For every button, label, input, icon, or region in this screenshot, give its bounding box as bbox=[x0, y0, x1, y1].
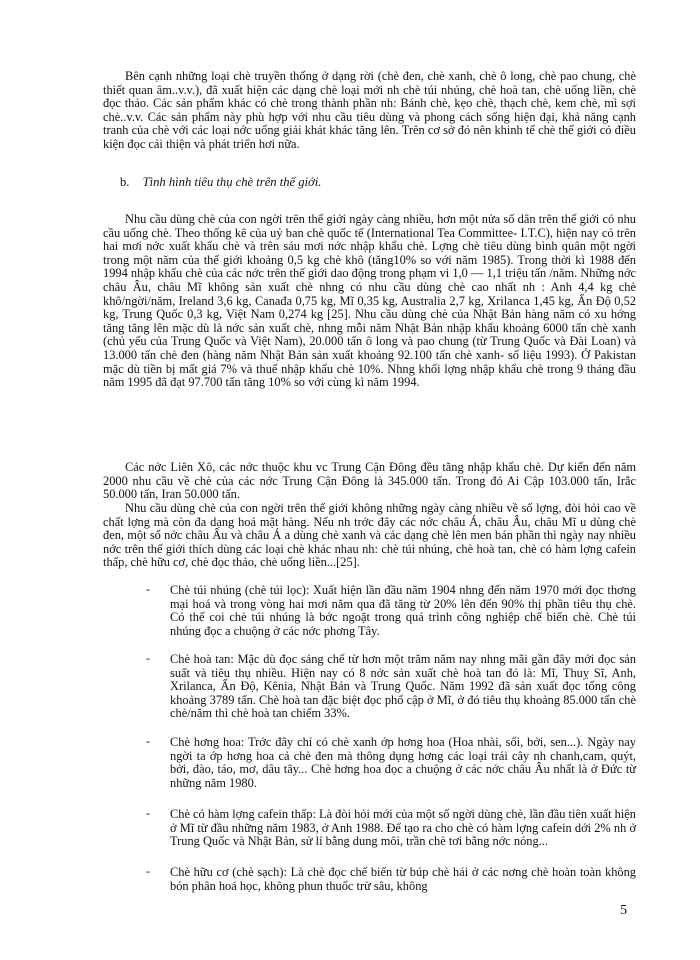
consumption-paragraph: Nhu cầu dùng chè của con ngời trên thế giới ngày càng nhiều, hơn một nửa số dân trên thế giới có nhu cầu uống chè. Theo thống kê của uỷ ban chè quốc tế (International Tea Committee- I.T.C), hiện nay có trên hai mơi nớc xuất khẩu chè và trên sáu mơi nớc nhập khẩu chè. Lợng chè tiêu dùng bình quân một ngời trong một năm của thế giới khoảng 0,5 kg chè khô (tăng10% so với năm 1985). Trong thời kì 1988 đến 1994 nhập khẩu chè của các nớc trên thế giới dao động trong phạm vi 1,0 — 1,1 triệu tấn /năm. Những nớc châu Âu, châu Mĩ không sản xuất chè nhng có nhu cầu dùng chè cao nhất nh : Anh 4,4 kg chè khô/ngời/năm, Ireland 3,6 kg, Canađa 0,75 kg, Mĩ 0,35 kg, Australia 2,7 kg, Xrilanca 1,45 kg, Ấn Độ 0,52 kg, Trung Quốc 0,3 kg, Việt Nam 0,274 kg [25]. Nhu cầu dùng chè của Nhật Bản hàng năm có xu hớng tăng tăng lên mặc dù là nớc sản xuất chè, nhng mỗi năm Nhật Bản nhập khẩu khoảng 6000 tấn chè xanh (chủ yếu của Trung Quốc và Việt Nam), 20.000 tấn ô long và pao chung (từ Trung Quốc và Đài Loan) và 13.000 tấn chè đen (hàng năm Nhật Bản sản xuất khoảng 92.100 tấn chè xanh- số liệu 1993). Ở Pakistan mặc dù tiền bị mất giá 7% và thuế nhập khẩu chè 10%. Nhng khối lợng nhập khẩu chè trong 9 tháng đầu năm 1995 đã đạt 97.700 tấn tăng 10% so với cùng kì năm 1994. bbox=[103, 212, 636, 390]
middle-east-paragraph: Các nớc Liên Xô, các nớc thuộc khu vc Trung Cận Đông đều tăng nhập khẩu chè. Dự kiến đến năm 2000 nhu cầu về chè của các nớc Trung Cận Đông là 345.000 tấn. Trong đó Ai Cập 103.000 tấn, Irắc 50.000 tấn, Iran 50.000 tấn. bbox=[103, 460, 636, 502]
bullet-dash: - bbox=[146, 734, 150, 748]
section-heading-title: Tình hình tiêu thụ chè trên thế giới. bbox=[142, 175, 322, 189]
diversity-paragraph: Nhu cầu dùng chè của con ngời trên thế giới không những ngày càng nhiều về số lợng, đòi hỏi cao về chất lợng mà còn đa dạng hoá mặt hàng. Nếu nh trớc đây các nớc châu Á, châu Âu, châu Mĩ u dùng chè đen, một số nớc châu Âu và châu Á a dùng chè xanh và các dạng chè lên men bán phần thì ngày nay nhiều nớc trên thế giới thích dùng các loại chè khác nhau nh: chè túi nhúng, chè hoà tan, chè có hàm lợng cafein thấp, chè hữu cơ, chè đọc thảo, chè uống liền...[25]. bbox=[103, 501, 636, 570]
bullet-dash: - bbox=[146, 864, 150, 878]
bullet-dash: - bbox=[146, 806, 150, 820]
bullet-text: Chè túi nhúng (chè túi lọc): Xuất hiện lần đầu năm 1904 nhng đến năm 1970 mới đọc thơng mại hoá và trong vòng hai mơi năm qua đã tăng từ 20% lên đến 90% thị phần tiêu thụ chè. Có thể coi chè túi nhúng là bớc ngoặt trong quá trình công nghiệp chế biến chè. Chè túi nhúng đọc a chuộng ở các nớc phơng Tây. bbox=[170, 583, 636, 638]
bullet-dash: - bbox=[146, 651, 150, 665]
section-heading bbox=[120, 176, 620, 190]
intro-paragraph: Bên cạnh những loại chè truyền thống ở dạng rời (chè đen, chè xanh, chè ô long, chè pao chung, chè thiết quan âm..v.v.), đã xuất hiện các dạng chè loại mới nh chè túi nhúng, chè hoà tan, chè uống liền, chè đọc thảo. Các sản phẩm khác có chè trong thành phần nh: Bánh chè, kẹo chè, thạch chè, kem chè, mì sợi chè..v.v. Các sản phẩm này phù hợp với nhu cầu tiêu dùng và phong cách sống hiện đại, khả năng cạnh tranh của chè với các loại nớc uống giải khát khác tăng lên. Trên cơ sở đó nên khinh tế chè thế giới có điều kiện đọc cải thiện và phát triển hơi nữa. bbox=[103, 69, 636, 151]
bullet-dash: - bbox=[146, 582, 150, 596]
bullet-text: Chè hữu cơ (chè sạch): Là chè đọc chế biến từ búp chè hái ở các nơng chè hoàn toàn không bón phân hoá học, không phun thuốc trừ sâu, không bbox=[170, 865, 636, 893]
bullet-text: Chè có hàm lợng cafein thấp: Là đòi hỏi mới của một số ngời dùng chè, lần đầu tiên xuất hiện ở Mĩ từ đầu những năm 1983, ở Anh 1988. Để tạo ra cho chè có hàm lợng cafein dới 2% nh ở Trung Quốc và Nhật Bản, sử lí bằng dung môi, trần chè tơi bằng nớc nóng... bbox=[170, 807, 636, 849]
bullet-text: Chè hoà tan: Mặc dù đọc sáng chế từ hơn một trăm năm nay nhng mãi gần đây mới đọc sản suất và tiêu thụ nhiều. Hiện nay có 8 nớc sản xuất chè hoà tan đó là: Mĩ, Thuỵ Sĩ, Anh, Xrilanca, Ấn Độ, Kênia, Nhật Bản và Trung Quốc. Năm 1992 đã sản xuất đọc tổng công khoảng 3789 tấn. Chè hoà tan đặc biệt đọc phổ cập ở Mĩ, ở đó tiêu thụ khoảng 85.000 tấn chè chè/năm thì chè hoà tan chiếm 33%. bbox=[170, 652, 636, 721]
page-number: 5 bbox=[620, 903, 627, 918]
bullet-text: Chè hơng hoa: Trớc đây chỉ có chè xanh ớp hơng hoa (Hoa nhài, sối, bởi, sen...). Ngày nay ngời ta ớp hơng hoa cả chè đen mà thông dụng hơng các loại trái cây nh chanh,cam, quýt, bởi, đào, táo, mơ, dâu tây... Chè hơng hoa đọc a chuộng ở các nớc châu Âu nhất là ở Đức từ những năm 1980. bbox=[170, 735, 636, 790]
section-heading-label: b. bbox=[120, 175, 130, 189]
